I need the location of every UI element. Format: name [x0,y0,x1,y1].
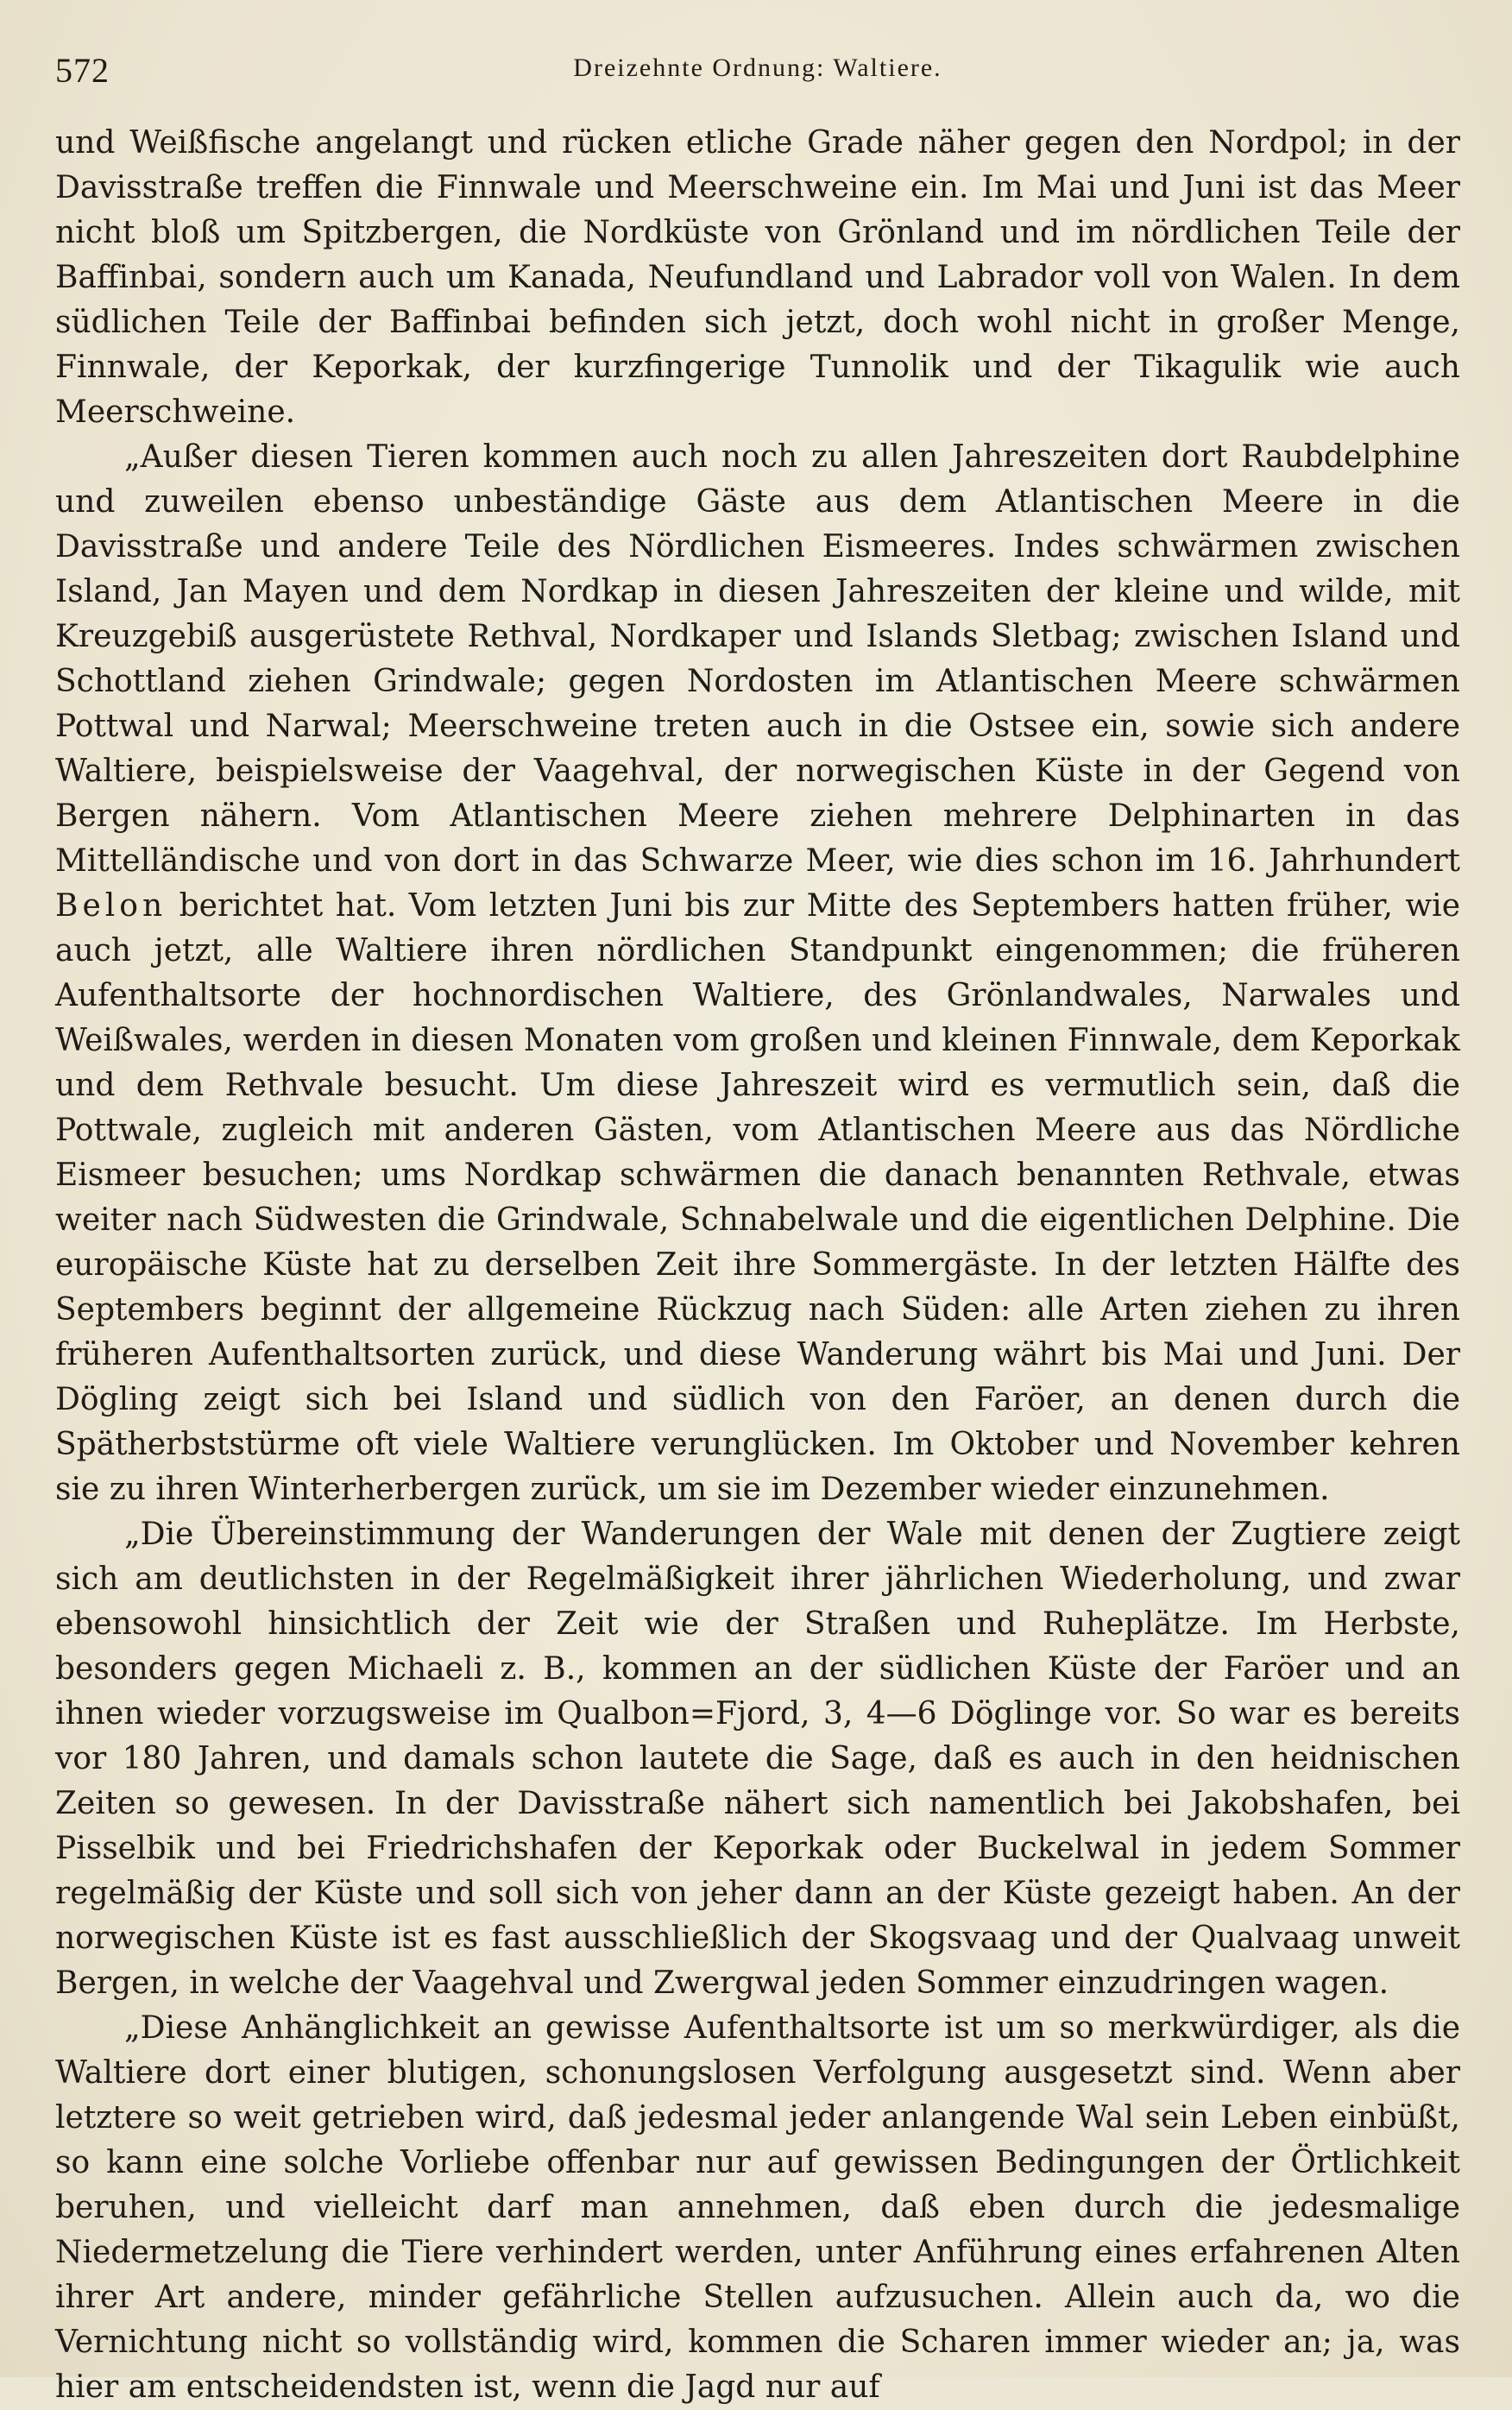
paragraph-2-text-b: berichtet hat. Vom letzten Juni bis zur Mitte des Septembers hatten früher, wie auch jetzt, alle Waltiere ihren nördlichen Standpunkt eingenommen; die früheren Aufenthaltsorte der hochnordischen Waltiere, des Grönlandwales, Narwales und Weißwales, werden in diesen Monaten vom großen und kleinen Finnwale, dem Keporkak und dem Rethvale besucht. Um diese Jahreszeit wird es vermutlich sein, daß die Pottwale, zugleich mit anderen Gästen, vom Atlantischen Meere aus das Nördliche Eismeer besuchen; ums Nordkap schwärmen die danach benannten Rethvale, etwas weiter nach Südwesten die Grindwale, Schnabelwale und die eigentlichen Delphine. Die europäische Küste hat zu derselben Zeit ihre Sommergäste. In der letzten Hälfte des Septembers beginnt der allgemeine Rückzug nach Süden: alle Arten ziehen zu ihren früheren Aufenthaltsorten zurück, und diese Wanderung währt bis Mai und Juni. Der Dögling zeigt sich bei Island und südlich von den Faröer, an denen durch die Spätherbststürme oft viele Waltiere verunglücken. Im Oktober und November kehren sie zu ihren Winterherbergen zurück, um sie im Dezember wieder einzunehmen. [55,888,1460,1507]
body-text [55,121,1460,2410]
page-number: 572 [55,51,110,90]
paragraph-2 [55,435,1460,1512]
paragraph-3: „Die Übereinstimmung der Wanderungen der Wale mit denen der Zugtiere zeigt sich am deutlichsten in der Regelmäßigkeit ihrer jährlichen Wiederholung, und zwar ebensowohl hinsichtlich der Zeit wie der Straßen und Ruheplätze. Im Herbste, besonders gegen Michaeli z. B., kommen an der südlichen Küste der Faröer und an ihnen wieder vorzugsweise im Qualbon=Fjord, 3, 4—6 Döglinge vor. So war es bereits vor 180 Jahren, und damals schon lautete die Sage, daß es auch in den heidnischen Zeiten so gewesen. In der Davisstraße nähert sich namentlich bei Jakobshafen, bei Pisselbik und bei Friedrichshafen der Keporkak oder Buckelwal in jedem Sommer regelmäßig der Küste und soll sich von jeher dann an der Küste gezeigt haben. An der norwegischen Küste ist es fast ausschließlich der Skogsvaag und der Qualvaag unweit Bergen, in welche der Vaagehval und Zwergwal jeden Sommer einzudringen wagen. [55,1517,1460,2001]
paragraph-2-text-a: „Außer diesen Tieren kommen auch noch zu allen Jahreszeiten dort Raubdelphine und zuweilen ebenso unbeständige Gäste aus dem Atlantischen Meere in die Davisstraße und andere Teile des Nördlichen Eismeeres. Indes schwärmen zwischen Island, Jan Mayen und dem Nordkap in diesen Jahreszeiten der kleine und wilde, mit Kreuzgebiß ausgerüstete Rethval, Nordkaper und Islands Sletbag; zwischen Island und Schottland ziehen Grindwale; gegen Nordosten im Atlantischen Meere schwärmen Pottwal und Narwal; Meerschweine treten auch in die Ostsee ein, sowie sich andere Waltiere, beispielsweise der Vaagehval, der norwegischen Küste in der Gegend von Bergen nähern. Vom Atlantischen Meere ziehen mehrere Delphinarten in das Mittelländische und von dort in das Schwarze Meer, wie dies schon im 16. Jahrhundert [55,439,1460,879]
spaced-name-belon: Belon [55,888,167,924]
paragraph-1: und Weißfische angelangt und rücken etliche Grade näher gegen den Nordpol; in der Davisstraße treffen die Finnwale und Meerschweine ein. Im Mai und Juni ist das Meer nicht bloß um Spitzbergen, die Nordküste von Grönland und im nördlichen Teile der Baffinbai, sondern auch um Kanada, Neufundland und Labrador voll von Walen. In dem südlichen Teile der Baffinbai befinden sich jetzt, doch wohl nicht in großer Menge, Finnwale, der Keporkak, der kurzfingerige Tunnolik und der Tikagulik wie auch Meerschweine. [55,125,1460,430]
paragraph-4: „Diese Anhänglichkeit an gewisse Aufenthaltsorte ist um so merkwürdiger, als die Waltiere dort einer blutigen, schonungslosen Verfolgung ausgesetzt sind. Wenn aber letztere so weit getrieben wird, daß jedesmal jeder anlangende Wal sein Leben einbüßt, so kann eine solche Vorliebe offenbar nur auf gewissen Bedingungen der Örtlichkeit beruhen, und vielleicht darf man annehmen, daß eben durch die jedesmalige Niedermetzelung die Tiere verhindert werden, unter Anführung eines erfahrenen Alten ihrer Art andere, minder gefährliche Stellen aufzusuchen. Allein auch da, wo die Vernichtung nicht so vollständig wird, kommen die Scharen immer wieder an; ja, was hier am entscheidendsten ist, wenn die Jagd nur auf [55,2010,1460,2405]
running-head: Dreizehnte Ordnung: Waltiere. [573,54,942,82]
page-header [55,50,1460,102]
